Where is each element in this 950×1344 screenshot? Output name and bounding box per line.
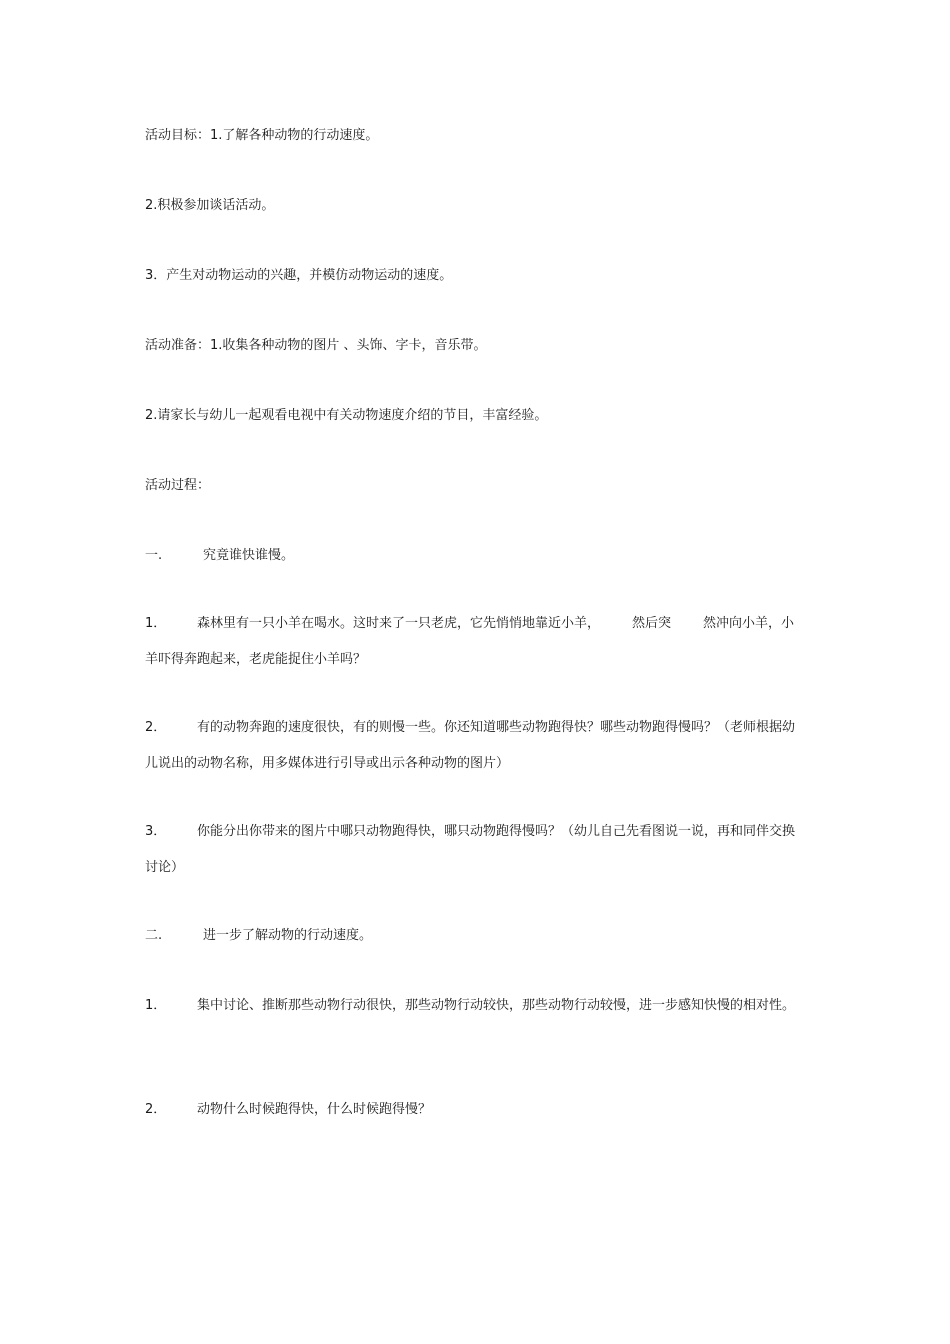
process-label-text: 活动过程：	[145, 478, 211, 493]
goals-line-2	[145, 188, 805, 224]
step-number: 1．	[145, 616, 167, 631]
section-1-step-3	[145, 814, 805, 886]
goals-item-2: 2.积极参加谈话活动。	[145, 198, 275, 213]
step-number: 2．	[145, 720, 167, 735]
goals-line-3	[145, 258, 805, 294]
step-number: 2．	[145, 1102, 167, 1117]
step-text: 有的动物奔跑的速度很快，有的则慢一些。你还知道哪些动物跑得快？哪些动物跑得慢吗？（老师根据幼儿说出的动物名称，用多媒体进行引导或出示各种动物的图片）	[145, 720, 796, 771]
section-1-step-2	[145, 710, 805, 782]
process-label	[145, 468, 805, 504]
section-1-number: 一.	[145, 548, 163, 563]
section-1-step-1	[145, 606, 805, 678]
step-text-a: 森林里有一只小羊在喝水。这时来了一只老虎，它先悄悄地靠近小羊，	[197, 616, 601, 631]
goals-line-1	[145, 118, 805, 154]
step-text: 你能分出你带来的图片中哪只动物跑得快，哪只动物跑得慢吗？（幼儿自己先看图说一说，再和同伴交换讨论）	[145, 824, 796, 875]
section-1-heading	[145, 538, 805, 574]
prep-line-2	[145, 398, 805, 434]
section-2-title: 进一步了解动物的行动速度。	[203, 928, 373, 943]
prep-item-2: 2.请家长与幼儿一起观看电视中有关动物速度介绍的节目，丰富经验。	[145, 408, 548, 423]
prep-label: 活动准备：	[145, 338, 211, 353]
section-1-title: 究竟谁快谁慢。	[203, 548, 295, 563]
step-text: 动物什么时候跑得快，什么时候跑得慢？	[197, 1102, 432, 1117]
step-number: 1．	[145, 998, 167, 1013]
section-2-step-2	[145, 1092, 805, 1128]
step-text-b: 然后突	[632, 616, 672, 631]
goals-item-3: 3．产生对动物运动的兴趣，并模仿动物运动的速度。	[145, 268, 453, 283]
section-2-step-1	[145, 988, 805, 1024]
goals-label: 活动目标：	[145, 128, 211, 143]
prep-line-1	[145, 328, 805, 364]
section-2-number: 二.	[145, 928, 163, 943]
prep-item-1: 1.收集各种动物的图片 、头饰、字卡，音乐带。	[210, 338, 487, 353]
step-text-c: 然冲向小羊，小羊吓得奔跑起来，老虎能捉住小羊吗？	[145, 616, 795, 667]
goals-item-1: 1.了解各种动物的行动速度。	[210, 128, 379, 143]
step-text: 集中讨论、推断那些动物行动很快，那些动物行动较快，那些动物行动较慢，进一步感知快慢的相对性。	[197, 998, 796, 1013]
step-number: 3．	[145, 824, 167, 839]
section-2-heading	[145, 918, 805, 954]
